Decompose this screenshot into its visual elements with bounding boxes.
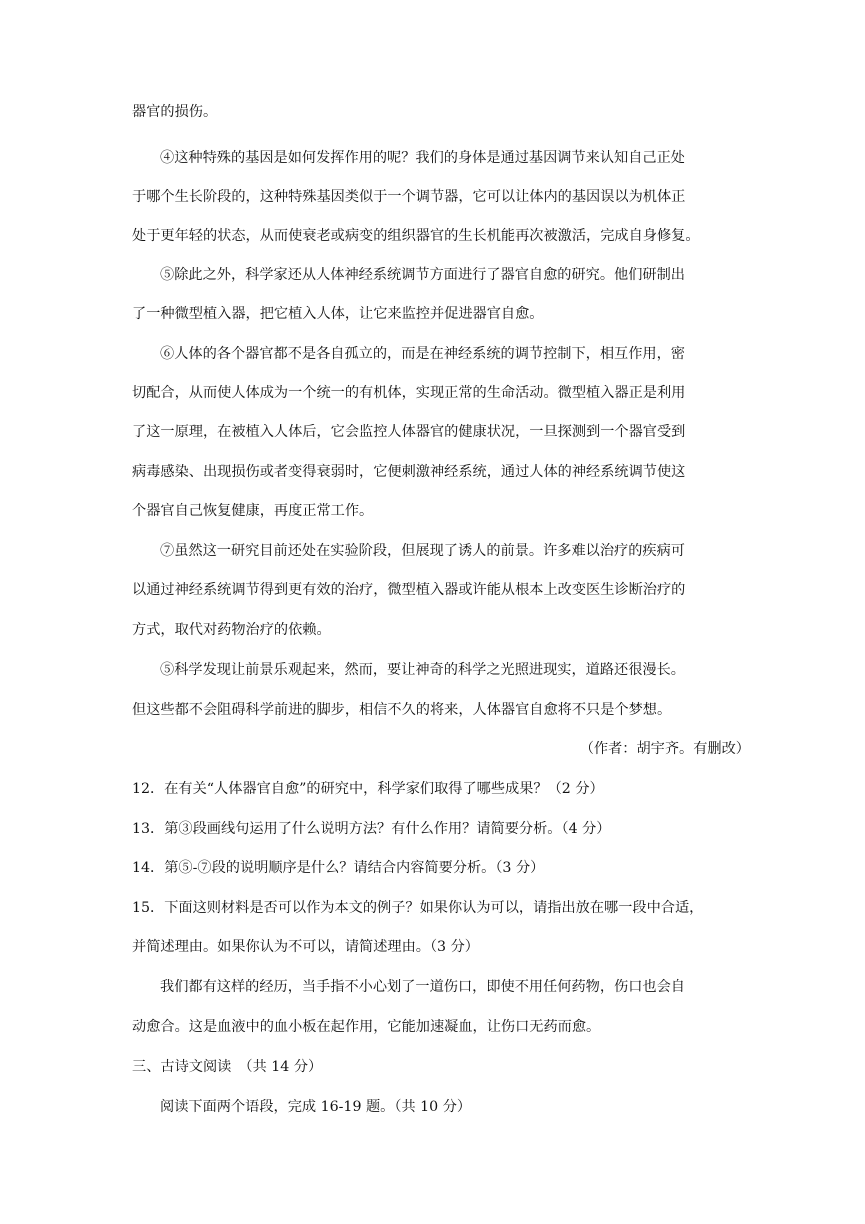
paragraph-6-line: 个器官自己恢复健康，再度正常工作。: [132, 503, 374, 519]
question-12: 12．在有关“人体器官自愈”的研究中，科学家们取得了哪些成果？（2 分）: [132, 781, 604, 797]
paragraph-4-line: 处于更年轻的状态，从而使衰老或病变的组织器官的生长机能再次被激活，完成自身修复。: [132, 228, 700, 244]
paragraph-6-line: ⑥人体的各个器官都不是各自孤立的，而是在神经系统的调节控制下，相互作用，密: [160, 346, 685, 362]
paragraph-6-line: 了这一原理，在被植入人体后，它会监控人体器官的健康状况，一旦探测到一个器官受到: [132, 424, 686, 440]
question-15: 15．下面这则材料是否可以作为本文的例子？如果你认为可以，请指出放在哪一段中合适，: [132, 900, 704, 916]
paragraph-6-line: 病毒感染、出现损伤或者变得衰弱时，它便刺激神经系统，通过人体的神经系统调节使这: [132, 464, 686, 480]
section-heading: 三、古诗文阅读 （共 14 分）: [132, 1059, 323, 1075]
paragraph-8-line: 但这些都不会阻碍科学前进的脚步，相信不久的将来，人体器官自愈将不只是个梦想。: [132, 702, 672, 718]
paragraph-6-line: 切配合，从而使人体成为一个统一的有机体，实现正常的生命活动。微型植入器正是利用: [132, 385, 686, 401]
paragraph-7-line: ⑦虽然这一研究目前还处在实验阶段，但展现了诱人的前景。许多难以治疗的疾病可: [160, 543, 685, 559]
question-14: 14．第⑤-⑦段的说明顺序是什么？请结合内容简要分析。（3 分）: [132, 860, 545, 876]
paragraph-4-line: ④这种特殊的基因是如何发挥作用的呢？我们的身体是通过基因调节来认知自己正处: [160, 150, 685, 166]
author-credit: （作者：胡宇齐。有删改）: [579, 741, 750, 757]
question-15: 并简述理由。如果你认为不可以，请简述理由。（3 分）: [132, 939, 479, 955]
paragraph-7-line: 以通过神经系统调节得到更有效的治疗，微型植入器或许能从根本上改变医生诊断治疗的: [132, 582, 686, 598]
material-line: 动愈合。这是血液中的血小板在起作用，它能加速凝血，让伤口无药而愈。: [132, 1019, 601, 1035]
paragraph-7-line: 方式，取代对药物治疗的依赖。: [132, 622, 331, 638]
paragraph-line: 器官的损伤。: [132, 104, 218, 120]
instruction-line: 阅读下面两个语段，完成 16-19 题。（共 10 分）: [160, 1099, 472, 1115]
material-line: 我们都有这样的经历，当手指不小心划了一道伤口，即使不用任何药物，伤口也会自: [160, 979, 685, 995]
paragraph-8-line: ⑤科学发现让前景乐观起来，然而，要让神奇的科学之光照进现实，道路还很漫长。: [160, 662, 685, 678]
question-13: 13．第③段画线句运用了什么说明方法？有什么作用？请简要分析。（4 分）: [132, 821, 611, 837]
paragraph-4-line: 于哪个生长阶段的，这种特殊基因类似于一个调节器，它可以让体内的基因误以为机体正: [132, 189, 686, 205]
paragraph-5-line: ⑤除此之外，科学家还从人体神经系统调节方面进行了器官自愈的研究。他们研制出: [160, 267, 685, 283]
paragraph-5-line: 了一种微型植入器，把它植入人体，让它来监控并促进器官自愈。: [132, 306, 544, 322]
